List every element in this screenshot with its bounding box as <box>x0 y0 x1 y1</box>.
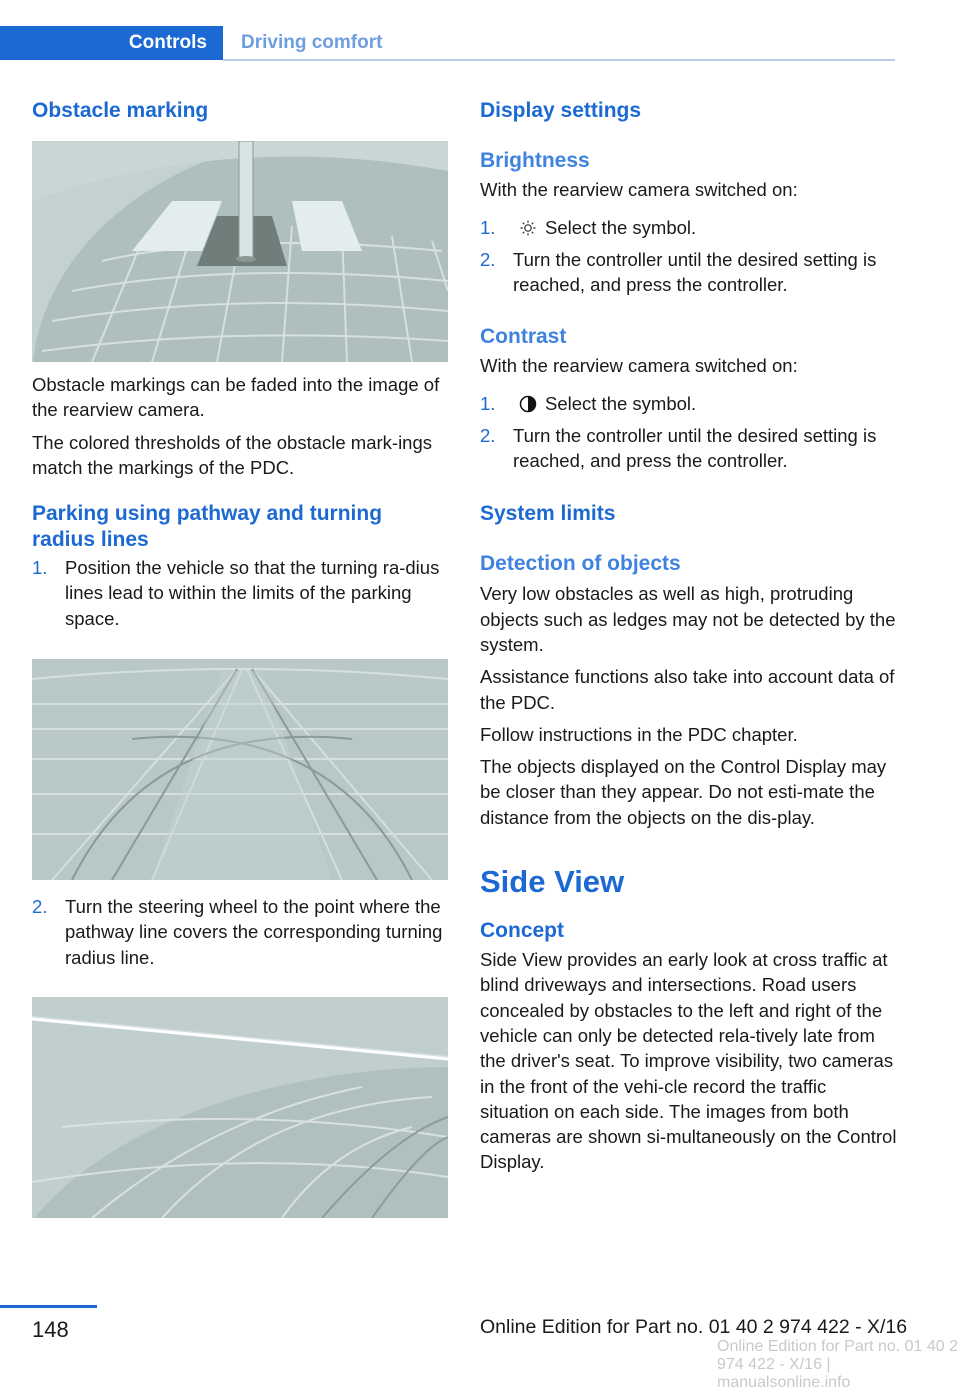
step-number: 1. <box>32 557 48 579</box>
parking-steps-2 <box>32 894 448 970</box>
chapter-tabs <box>0 26 895 60</box>
tab-controls[interactable]: Controls <box>0 26 223 60</box>
pathway-line-figure <box>32 997 448 1218</box>
tab-underline <box>223 59 895 61</box>
sun-icon <box>519 218 537 236</box>
left-column <box>32 98 448 1218</box>
concept-paragraph: Side View provides an early look at cross traffic at blind driveways and intersections. Road users concealed by obstacles to the left and right of the vehicle can only be detected rela‐tively late from the driver's seat. To improve visibility, two cameras in the front of the vehi‐cle record the traffic situation on each side. The images from both cameras are shown si‐multaneously on the Control Display. <box>480 949 897 1173</box>
obstacle-paragraph-2: The colored thresholds of the obstacle mark‐ings match the markings of the PDC. <box>32 431 433 478</box>
contrast-intro: With the rearview camera switched on: <box>480 355 798 377</box>
parking-step-1 <box>32 555 448 631</box>
contrast-step-2 <box>480 423 898 474</box>
contrast-steps <box>480 391 898 473</box>
half-circle-icon <box>519 394 537 412</box>
obstacle-paragraph-1: Obstacle markings can be faded into the image of the rearview camera. <box>32 374 440 421</box>
concept-heading: Concept <box>480 919 564 943</box>
side-view-heading: Side View <box>480 864 625 900</box>
page-number: 148 <box>32 1317 69 1342</box>
brightness-heading: Brightness <box>480 149 590 172</box>
brightness-step-2 <box>480 247 898 298</box>
step-number: 2. <box>32 896 48 918</box>
display-settings-heading: Display settings <box>480 99 642 122</box>
step-number: 1. <box>480 217 496 239</box>
obstacle-marking-heading: Obstacle marking <box>32 99 209 122</box>
detection-paragraph-3: Follow instructions in the PDC chapter. <box>480 723 798 745</box>
step-text: Select the symbol. <box>545 217 697 239</box>
brightness-intro: With the rearview camera switched on: <box>480 179 798 200</box>
step-text: Position the vehicle so that the turning ra‐dius lines lead to within the limits of the parking space. <box>65 557 440 629</box>
contrast-heading: Contrast <box>480 325 567 349</box>
detection-heading: Detection of objects <box>480 552 681 576</box>
step-text: Turn the controller until the desired setting is reached, and press the controller. <box>513 248 877 295</box>
contrast-step-1 <box>480 391 898 416</box>
step-number: 1. <box>480 393 496 415</box>
detection-paragraph-2: Assistance functions also take into account data of the PDC. <box>480 666 895 713</box>
detection-paragraph-4: The objects displayed on the Control Display may be closer than they appear. Do not esti‐mate the distance from the objects on the dis‐play. <box>480 756 887 828</box>
watermark: Online Edition for Part no. 01 40 2 974 422 - X/16 | manualsonline.info <box>717 1338 959 1391</box>
step-number: 2. <box>480 424 496 446</box>
system-limits-heading: System limits <box>480 502 616 526</box>
detection-paragraph-1: Very low obstacles as well as high, protruding objects such as ledges may not be detected by the system. <box>480 583 896 655</box>
parking-lines-heading: Parking using pathway and turning radius lines <box>32 502 383 552</box>
edition-note: Online Edition for Part no. 01 40 2 974 422 - X/16 <box>480 1316 908 1338</box>
brightness-step-1 <box>480 215 898 240</box>
parking-step-2 <box>32 894 448 970</box>
step-text: Turn the steering wheel to the point where the pathway line covers the corresponding turning radius line. <box>65 896 443 968</box>
tab-driving-comfort[interactable]: Driving comfort <box>241 32 383 53</box>
footer-rule <box>0 1305 97 1308</box>
obstacle-marking-figure <box>32 141 448 362</box>
step-text: Turn the controller until the desired setting is reached, and press the controller. <box>513 424 877 472</box>
parking-steps-1 <box>32 555 448 631</box>
right-column <box>480 98 898 1175</box>
step-text: Select the symbol. <box>545 393 697 415</box>
turning-radius-figure <box>32 659 448 880</box>
step-number: 2. <box>480 248 496 270</box>
brightness-steps <box>480 215 898 297</box>
